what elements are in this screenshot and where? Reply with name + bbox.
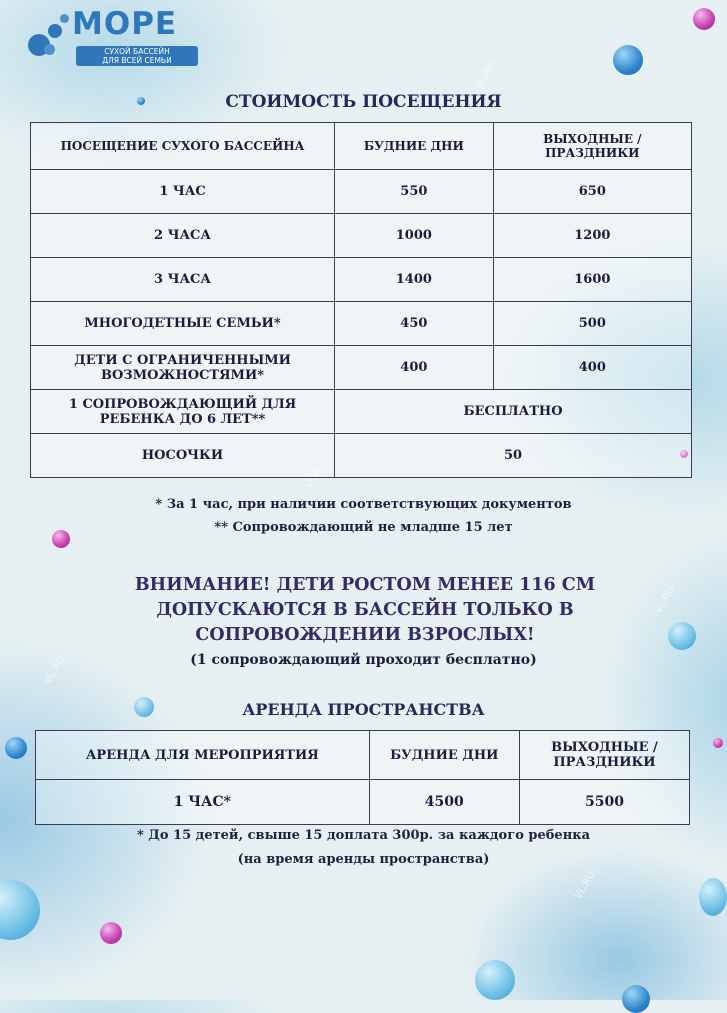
height-warning-note: (1 сопровождающий проходит бесплатно): [190, 652, 537, 668]
logo: [20, 6, 195, 64]
logo-name: МОРЕ: [72, 6, 178, 42]
row-label: ДЕТИ С ОГРАНИЧЕННЫМИ ВОЗМОЖНОСТЯМИ*: [31, 346, 335, 390]
price-footnote-2: ** Сопровождающий не младше 15 лет: [214, 520, 513, 535]
table-row: [31, 390, 692, 434]
logo-bubble-icon: [48, 24, 62, 38]
table-row: [31, 302, 692, 346]
table-row: [31, 214, 692, 258]
height-warning: ВНИМАНИЕ! ДЕТИ РОСТОМ МЕНЕЕ 116 СМ ДОПУСКАЮТСЯ В БАССЕЙН ТОЛЬКО В СОПРОВОЖДЕНИИ ВЗРОСЛЫХ!: [134, 575, 596, 645]
weekend-price: 500: [493, 302, 691, 346]
logo-tagline-line1: СУХОЙ БАССЕЙН: [104, 47, 170, 56]
decorative-bubble: [693, 8, 715, 30]
decorative-bubble: [100, 922, 122, 944]
logo-bubble-icon: [44, 44, 55, 55]
row-label: 3 ЧАСА: [31, 258, 335, 302]
watermark: VL.RU: [572, 869, 598, 902]
watermark: VL.RU: [652, 584, 678, 617]
logo-tagline: [76, 46, 198, 66]
weekday-price: 400: [335, 346, 494, 390]
weekend-price: 1200: [493, 214, 691, 258]
weekday-price: 550: [335, 170, 494, 214]
decorative-bubble: [668, 622, 696, 650]
weekend-price: 400: [493, 346, 691, 390]
price-section-title: СТОИМОСТЬ ПОСЕЩЕНИЯ: [225, 92, 502, 112]
decorative-bubble: [5, 737, 27, 759]
table-row: [31, 434, 692, 478]
logo-tagline-line2: ДЛЯ ВСЕЙ СЕМЬИ: [102, 56, 172, 65]
decorative-bubble: [475, 960, 515, 1000]
price-footnote-1: * За 1 час, при наличии соответствующих документов: [155, 497, 572, 512]
row-label: 1 ЧАС: [31, 170, 335, 214]
decorative-bubble: [699, 878, 727, 916]
table-row: [36, 780, 690, 825]
table-header: БУДНИЕ ДНИ: [369, 731, 519, 780]
table-row: [31, 170, 692, 214]
row-label: 1 СОПРОВОЖДАЮЩИЙ ДЛЯ РЕБЕНКА ДО 6 ЛЕТ**: [31, 390, 335, 434]
table-header: ПОСЕЩЕНИЕ СУХОГО БАССЕЙНА: [31, 123, 335, 170]
row-label: 1 ЧАС*: [36, 780, 370, 825]
weekend-price: 650: [493, 170, 691, 214]
decorative-bubble: [0, 880, 40, 940]
weekday-price: 4500: [369, 780, 519, 825]
rent-section-title: АРЕНДА ПРОСТРАНСТВА: [242, 700, 485, 719]
price-table: [30, 122, 692, 478]
table-header: АРЕНДА ДЛЯ МЕРОПРИЯТИЯ: [36, 731, 370, 780]
rent-table: [35, 730, 690, 825]
weekend-price: 5500: [519, 780, 689, 825]
table-header: ВЫХОДНЫЕ / ПРАЗДНИКИ: [493, 123, 691, 170]
logo-bubble-icon: [60, 14, 69, 23]
table-header: ВЫХОДНЫЕ / ПРАЗДНИКИ: [519, 731, 689, 780]
watermark: VL.RU: [302, 459, 328, 492]
row-label: МНОГОДЕТНЫЕ СЕМЬИ*: [31, 302, 335, 346]
row-label: НОСОЧКИ: [31, 434, 335, 478]
weekday-price: 450: [335, 302, 494, 346]
table-header: БУДНИЕ ДНИ: [335, 123, 494, 170]
table-header-row: [36, 731, 690, 780]
weekend-price: 1600: [493, 258, 691, 302]
decorative-bubble: [613, 45, 643, 75]
watermark: VL.RU: [472, 59, 498, 92]
table-row: [31, 346, 692, 390]
table-header-row: [31, 123, 692, 170]
escort-price: БЕСПЛАТНО: [335, 390, 692, 434]
weekday-price: 1000: [335, 214, 494, 258]
weekday-price: 1400: [335, 258, 494, 302]
table-row: [31, 258, 692, 302]
decorative-bubble: [622, 985, 650, 1013]
watermark: VL.RU: [42, 654, 68, 687]
rent-footnote-2: (на время аренды пространства): [237, 852, 490, 867]
decorative-bubble: [713, 738, 723, 748]
socks-price: 50: [335, 434, 692, 478]
rent-footnote-1: * До 15 детей, свыше 15 доплата 300р. за каждого ребенка: [136, 828, 591, 843]
row-label: 2 ЧАСА: [31, 214, 335, 258]
